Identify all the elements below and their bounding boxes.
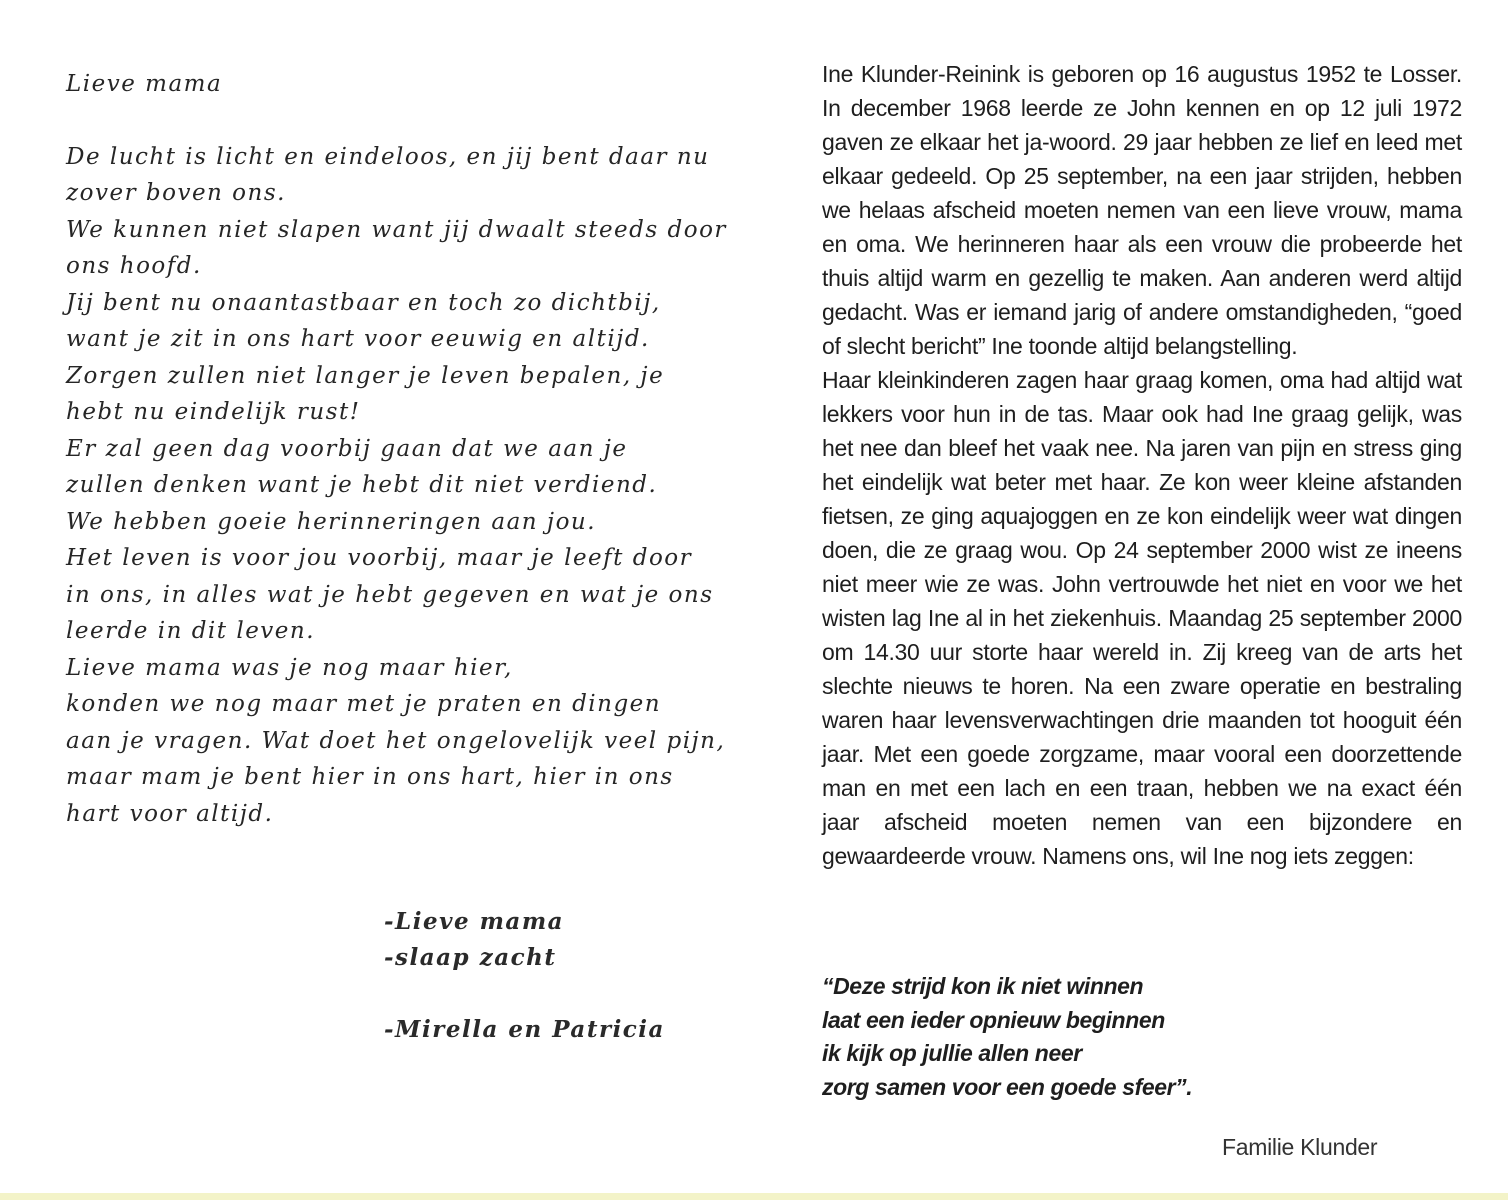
poem-line: Het leven is voor jou voorbij, maar je leeft door <box>66 545 693 571</box>
biography-paragraph: Haar kleinkinderen zagen haar graag komen, oma had altijd wat lekkers voor hun in de tas. Maar ook had Ine graag gelijk, was het nee dan bleef het vaak nee. Na jaren van pijn en stress ging het eindelijk wat beter met haar. Ze kon weer kleine afstanden fietsen, ze ging aquajoggen en ze kon eindelijk weer wat dingen doen, die ze graag wou. Op 24 september 2000 wist ze ineens niet meer wie ze was. John vertrouwde het niet en voor we het wisten lag Ine al in het ziekenhuis. Maandag 25 september 2000 om 14.30 uur storte haar wereld in. Zij kreeg van de arts het slechte nieuws te horen. Na een zware operatie en bestraling waren haar levensverwachtingen drie maanden tot hooguit één jaar. Met een goede zorgzame, maar vooral een doorzettende man en met een lach en een traan, hebben we na exact één jaar afscheid moeten nemen van een bijzondere en gewaardeerde vrouw. Namens ons, wil Ine nog iets zeggen: <box>822 367 1462 869</box>
poem-line: Zorgen zullen niet langer je leven bepalen, je <box>66 362 665 389</box>
poem-line: Lieve mama was je nog maar hier, <box>66 654 513 681</box>
poem-line: maar mam je bent hier in ons hart, hier in ons <box>66 764 674 790</box>
farewell-quote <box>822 970 1382 1104</box>
closing-line-slaap-zacht: -slaap zacht <box>384 944 557 971</box>
quote-line: ik kijk op jullie allen neer <box>822 1040 1082 1066</box>
poem-line: We hebben goeie herinneringen aan jou. <box>66 508 597 535</box>
poem-body <box>66 139 746 833</box>
poem-line: konden we nog maar met je praten en dingen <box>66 691 662 717</box>
biography-section <box>822 57 1462 873</box>
card-bottom-edge <box>0 1193 1508 1200</box>
poem-line: leerde in dit leven. <box>66 618 316 644</box>
poem-line: in ons, in alles wat je hebt gegeven en wat je ons <box>66 581 714 608</box>
quote-line: laat een ieder opnieuw beginnen <box>822 1006 1165 1033</box>
poem-section <box>66 66 746 832</box>
poem-line: hebt nu eindelijk rust! <box>66 399 361 425</box>
poem-greeting: Lieve mama <box>66 71 223 97</box>
closing-signature: -Mirella en Patricia <box>384 1016 665 1043</box>
poem-closing <box>384 904 724 1048</box>
poem-line: aan je vragen. Wat doet het ongelovelijk veel pijn, <box>66 727 726 754</box>
family-signature: Familie Klunder <box>1222 1134 1378 1160</box>
quote-line: “Deze strijd kon ik niet winnen <box>822 973 1144 999</box>
poem-line: Er zal geen dag voorbij gaan dat we aan je <box>66 435 628 462</box>
quote-line: zorg samen voor een goede sfeer”. <box>822 1073 1193 1100</box>
poem-line: We kunnen niet slapen want jij dwaalt steeds door <box>66 216 727 243</box>
poem-line: ons hoofd. <box>66 253 202 279</box>
poem-line: hart voor altijd. <box>66 800 274 827</box>
closing-line-lieve-mama: -Lieve mama <box>384 908 565 935</box>
poem-line: zover boven ons. <box>66 180 286 206</box>
poem-line: De lucht is licht en eindeloos, en jij bent daar nu <box>66 143 710 170</box>
poem-line: want je zit in ons hart voor eeuwig en altijd. <box>66 326 650 352</box>
biography-paragraph: Ine Klunder-Reinink is geboren op 16 augustus 1952 te Losser. In december 1968 leerde ze John kennen en op 12 juli 1972 gaven ze elkaar het ja-woord. 29 jaar hebben ze lief en leed met elkaar gedeeld. Op 25 september, na een jaar strijden, hebben we helaas afscheid moeten nemen van een lieve vrouw, mama en oma. We herinneren haar als een vrouw die probeerde het thuis altijd warm en gezellig te maken. Aan anderen werd altijd gedacht. Was er iemand jarig of andere omstandigheden, “goed of slecht bericht” Ine toonde altijd belangstelling. <box>822 61 1462 359</box>
poem-line: Jij bent nu onaantastbaar en toch zo dichtbij, <box>66 289 661 316</box>
poem-line: zullen denken want je hebt dit niet verdiend. <box>66 472 658 498</box>
